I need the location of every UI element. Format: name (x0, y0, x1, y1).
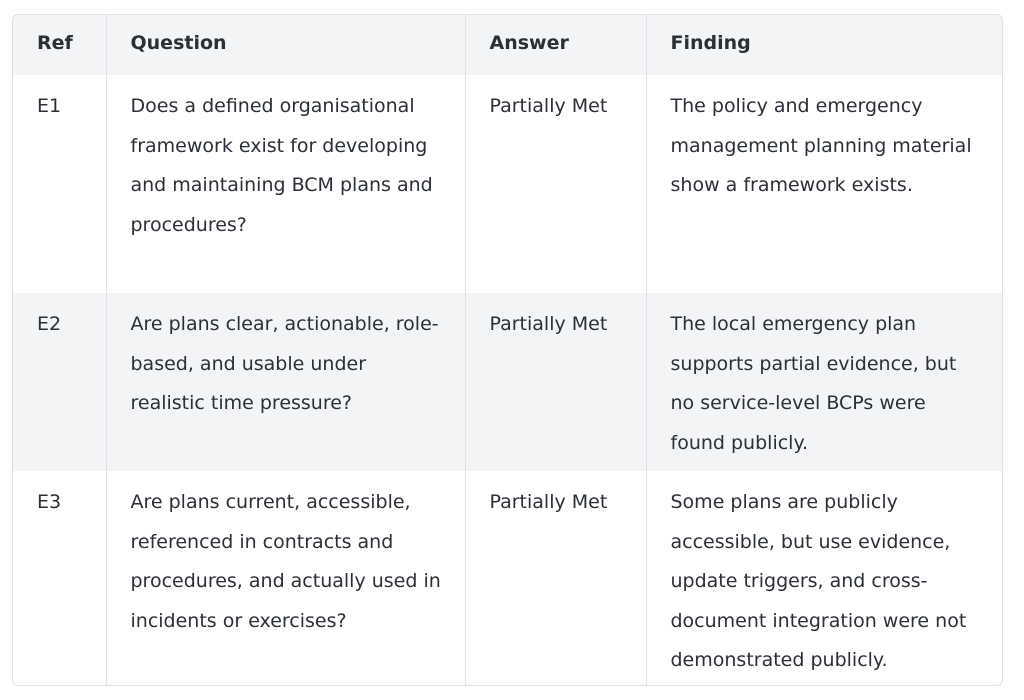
cell-ref: E2 (37, 313, 62, 335)
cell-answer: Partially Met (465, 293, 646, 471)
table-header (13, 15, 1002, 75)
header-finding: Finding (646, 15, 1002, 75)
cell-ref: E3 (37, 491, 62, 513)
cell-question: Are plans clear, actionable, role-based, and usable under realistic time pressure? (106, 293, 465, 471)
cell-finding: The policy and emergency management planning material show a framework exists. (646, 75, 1002, 293)
cell-answer: Partially Met (465, 75, 646, 293)
assessment-table (13, 15, 1002, 686)
table-row (13, 293, 1002, 471)
assessment-table-container (12, 14, 1003, 686)
cell-answer: Partially Met (465, 471, 646, 686)
table-row (13, 75, 1002, 293)
header-question: Question (106, 15, 465, 75)
header-answer: Answer (465, 15, 646, 75)
cell-finding: Some plans are publicly accessible, but use evidence, update triggers, and cross-document integration were not demonstrated publicly. (646, 471, 1002, 686)
cell-finding: The local emergency plan supports partial evidence, but no service-level BCPs were found publicly. (646, 293, 1002, 471)
header-ref: Ref (37, 32, 73, 54)
table-row (13, 471, 1002, 686)
cell-question: Does a defined organisational framework exist for developing and maintaining BCM plans and procedures? (106, 75, 465, 293)
cell-ref: E1 (37, 95, 62, 117)
header-row (13, 15, 1002, 75)
cell-question: Are plans current, accessible, referenced in contracts and procedures, and actually used in incidents or exercises? (106, 471, 465, 686)
table-body (13, 75, 1002, 686)
